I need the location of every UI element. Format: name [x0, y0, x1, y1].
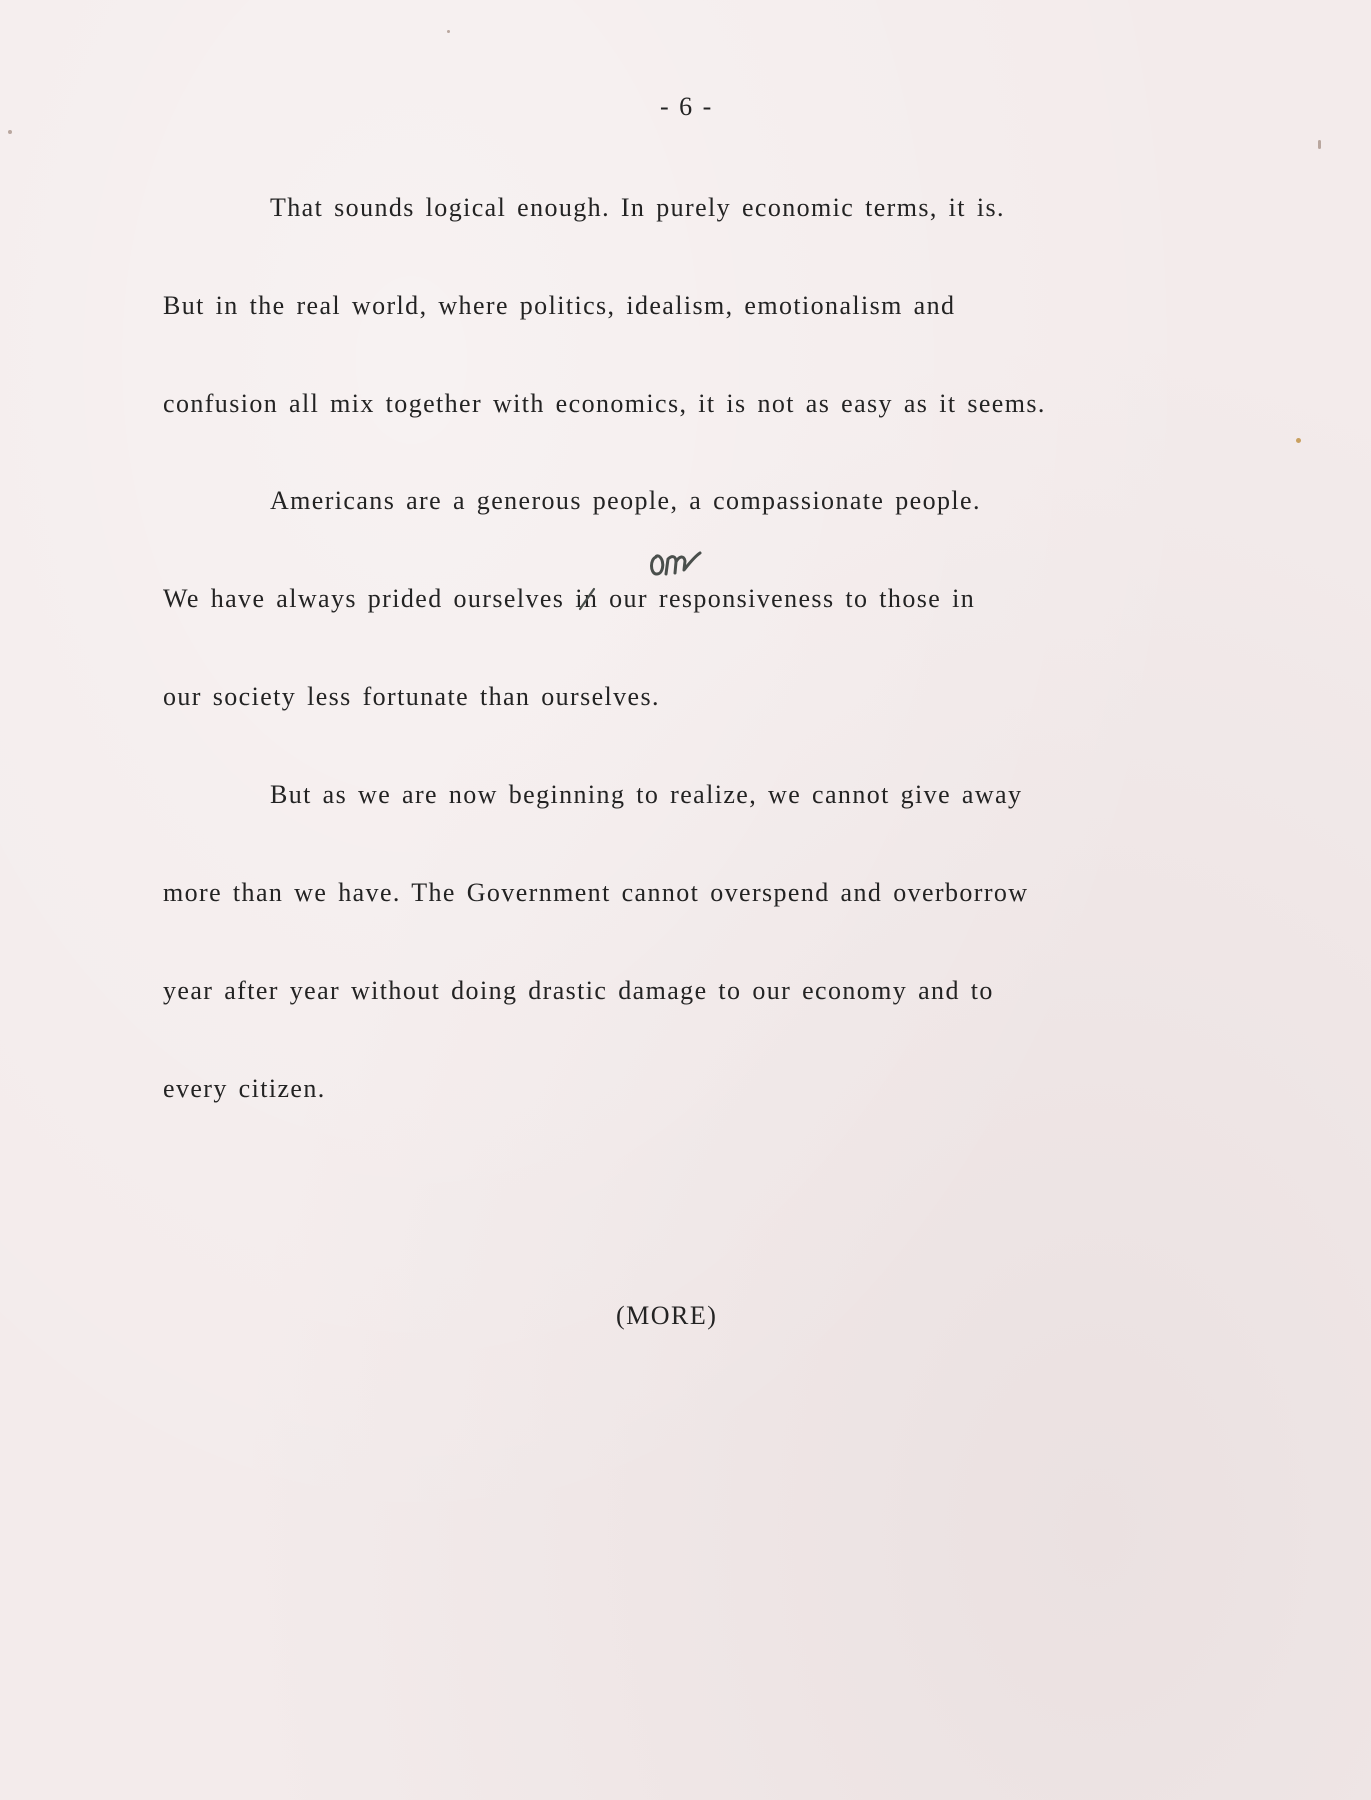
text-line: year after year without doing drastic damage to our economy and to — [163, 976, 994, 1005]
text-line: every citizen. — [163, 1074, 326, 1103]
paper-speck — [1296, 438, 1301, 443]
page-number: - 6 - — [660, 92, 714, 121]
text-line: our society less fortunate than ourselves. — [163, 682, 660, 711]
paper-speck — [447, 30, 450, 33]
strike-mark-icon — [577, 587, 597, 611]
text-fragment: our responsiveness to those in — [598, 584, 976, 613]
struck-word: in — [575, 584, 599, 613]
text-line: Americans are a generous people, a compassionate people. — [270, 486, 981, 515]
text-line: But as we are now beginning to realize, we cannot give away — [270, 780, 1023, 809]
handwritten-correction-on — [646, 543, 702, 579]
text-line: more than we have. The Government cannot overspend and overborrow — [163, 878, 1029, 907]
text-line: But in the real world, where politics, idealism, emotionalism and — [163, 291, 956, 320]
text-line: That sounds logical enough. In purely economic terms, it is. — [270, 193, 1005, 222]
paper-speck — [8, 130, 12, 134]
paper-speck — [1318, 140, 1321, 149]
text-line: confusion all mix together with economics, it is not as easy as it seems. — [163, 389, 1046, 418]
text-line-with-correction — [163, 584, 975, 614]
continuation-marker: (MORE) — [616, 1301, 718, 1330]
text-fragment: We have always prided ourselves — [163, 584, 576, 613]
